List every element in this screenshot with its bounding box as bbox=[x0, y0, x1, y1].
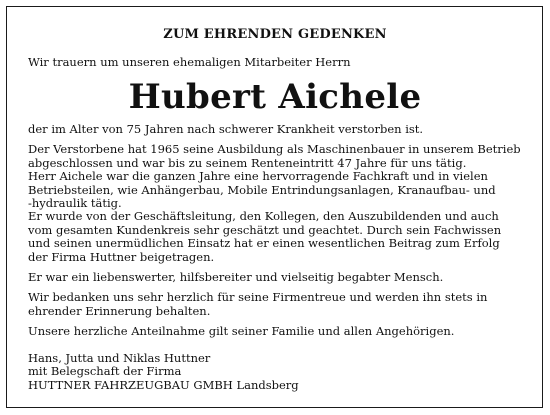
age-line: der im Alter von 75 Jahren nach schwerer Krankheit verstorben ist. bbox=[28, 122, 424, 136]
paragraph1-line: Er wurde von der Geschäftsleitung, den Kollegen, den Auszubildenden und auch bbox=[28, 209, 499, 224]
intro-text: Wir trauern um unseren ehemaligen Mitarbeiter Herrn bbox=[28, 55, 351, 69]
paragraph3-line: Wir bedanken uns sehr herzlich für seine Firmentreue und werden ihn stets in bbox=[28, 290, 488, 305]
signature-line: HUTTNER FAHRZEUGBAU GMBH Landsberg bbox=[28, 377, 299, 392]
paragraph1-line: und seinen unermüdlichen Einsatz hat er einen wesentlichen Beitrag zum Erfolg bbox=[28, 236, 500, 251]
paragraph1-line: der Firma Huttner beigetragen. bbox=[28, 249, 215, 264]
paragraph1-line: Betriebsteilen, wie Anhängerbau, Mobile Entrindungsanlagen, Kranaufbau- und bbox=[28, 182, 496, 197]
paragraph1-line: Herr Aichele war die ganzen Jahre eine hervorragende Fachkraft und in vielen bbox=[28, 169, 488, 184]
paragraph3-line: ehrender Erinnerung behalten. bbox=[28, 303, 211, 318]
paragraph1-line: Der Verstorbene hat 1965 seine Ausbildung als Maschinenbauer in unserem Betrieb bbox=[28, 142, 521, 157]
paragraph2-line: Er war ein liebenswerter, hilfsbereiter und vielseitig begabter Mensch. bbox=[28, 270, 444, 285]
paragraph1-line: abgeschlossen und war bis zu seinem Renteneintritt 47 Jahre für uns tätig. bbox=[28, 155, 467, 170]
paragraph4-line: Unsere herzliche Anteilnahme gilt seiner Familie und allen Angehörigen. bbox=[28, 324, 455, 339]
signature-line: Hans, Jutta und Niklas Huttner bbox=[28, 350, 211, 365]
deceased-name: Hubert Aichele bbox=[128, 77, 422, 117]
paragraph1-line: vom gesamten Kundenkreis sehr geschätzt und geachtet. Durch sein Fachwissen bbox=[28, 222, 502, 237]
notice-body bbox=[28, 123, 528, 392]
notice-heading: ZUM EHRENDEN GEDENKEN bbox=[163, 27, 387, 42]
signature-line: mit Belegschaft der Firma bbox=[28, 364, 182, 379]
paragraph1-line: -hydraulik tätig. bbox=[28, 196, 122, 211]
